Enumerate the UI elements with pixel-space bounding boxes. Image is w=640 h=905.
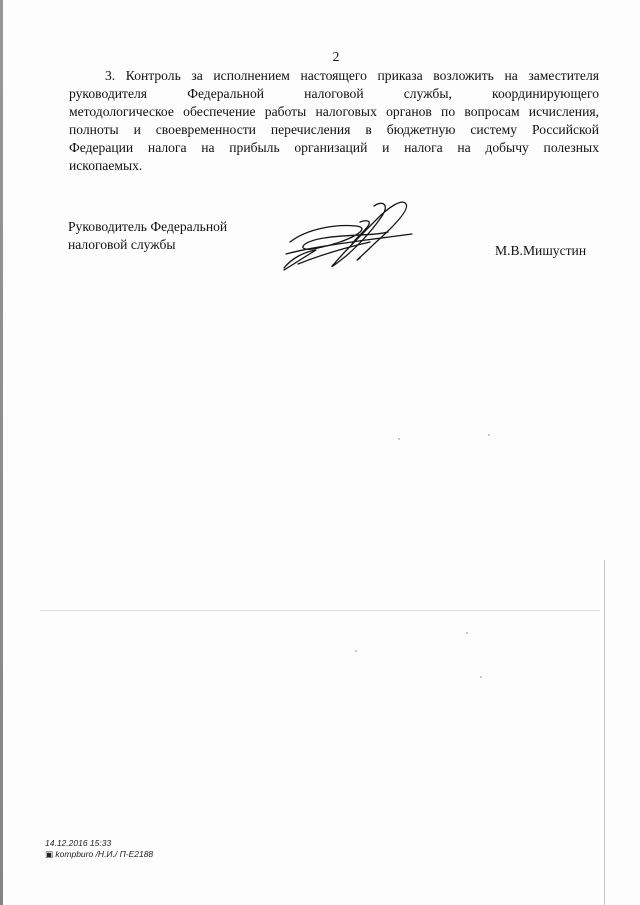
scan-edge-right <box>604 560 605 905</box>
scan-speck <box>488 434 490 436</box>
scan-fold-line <box>40 610 600 611</box>
signer-title-line: налоговой службы <box>68 237 176 252</box>
scan-speck <box>398 438 400 440</box>
paragraph-line: руководителя Федеральной налоговой службы, координирующего <box>69 86 599 101</box>
page-number: 2 <box>332 49 340 64</box>
scan-speck <box>466 632 468 634</box>
scan-edge-left <box>0 0 3 905</box>
footer-file-ref <box>45 849 153 860</box>
signer-title-line: Руководитель Федеральной <box>68 219 228 234</box>
handwritten-signature <box>278 198 418 283</box>
document-footer <box>45 838 153 860</box>
signer-name: М.В.Мишустин <box>495 243 587 258</box>
scan-speck <box>355 650 357 652</box>
scan-speck <box>480 676 482 678</box>
paragraph-line: 3. Контроль за исполнением настоящего приказа возложить на заместителя <box>105 68 599 83</box>
signer-title <box>68 218 227 254</box>
footer-file-ref-text: kompburo /Н.И./ П-Е2188 <box>55 849 154 859</box>
paragraph-line: Федерации налога на прибыль организаций и налога на добычу полезных <box>69 140 599 155</box>
footer-timestamp: 14.12.2016 15:33 <box>45 838 112 848</box>
paragraph-line: методологическое обеспечение работы налоговых органов по вопросам исчисления, <box>69 104 599 119</box>
paragraph-line: ископаемых. <box>69 158 143 173</box>
order-paragraph-3 <box>69 67 599 175</box>
paragraph-line: полноты и своевременности перечисления в бюджетную систему Российской <box>69 122 599 137</box>
file-icon: ▣ <box>45 849 54 859</box>
